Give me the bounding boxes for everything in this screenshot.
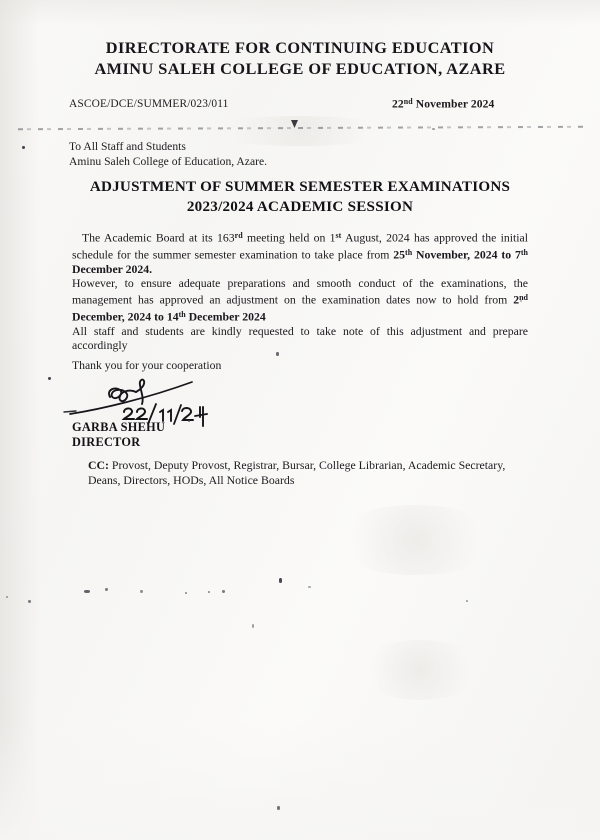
scan-speck	[105, 588, 108, 591]
subject-heading	[0, 178, 600, 217]
p2-bold-1: 2	[513, 293, 520, 307]
signatory-block	[72, 420, 165, 449]
date-rest: November 2024	[412, 97, 495, 111]
scan-speck	[308, 586, 311, 588]
paper-blotch	[330, 505, 500, 575]
p2-bold-3: December 2024	[185, 310, 266, 324]
p1-bold-3: December 2024.	[72, 262, 153, 276]
p1-ordinal-4: th	[520, 247, 528, 257]
p1-text-1: The Academic Board at its 163	[82, 231, 235, 245]
scan-speck	[466, 600, 468, 602]
date-day: 22	[392, 97, 404, 111]
scan-speck	[252, 624, 254, 628]
subject-line-1: ADJUSTMENT OF SUMMER SEMESTER EXAMINATIONS	[89, 179, 511, 195]
scan-artifact-tick	[291, 120, 298, 128]
p1-ordinal-3: th	[405, 247, 413, 257]
cc-label: CC:	[88, 458, 109, 472]
p2-ordinal-1: nd	[519, 293, 528, 303]
signatory-title: DIRECTOR	[72, 434, 141, 449]
p1-text-2: meeting held on 1	[242, 231, 336, 245]
scan-speck	[279, 578, 282, 583]
scan-shading-left	[0, 0, 40, 840]
p2-text-1: However, to ensure adequate preparations and smooth conduct of the examinations, the management has approved an adjustment on the examination dates now to hold from	[72, 276, 528, 307]
p1-ordinal-1: rd	[234, 231, 243, 240]
addressee-block	[69, 140, 267, 169]
scan-artifact-line	[18, 126, 584, 130]
scan-speck	[222, 590, 225, 593]
p1-ordinal-2: st	[335, 231, 342, 240]
letter-date	[392, 97, 494, 110]
letter-body	[72, 229, 528, 354]
scan-speck	[6, 596, 8, 598]
scan-speck	[208, 591, 210, 593]
scan-speck	[28, 600, 31, 603]
scan-speck	[84, 590, 90, 593]
body-paragraph-3: All staff and students are kindly requested to take note of this adjustment and prepare accordingly	[72, 324, 528, 353]
p1-bold-1: 25	[393, 248, 406, 262]
letterhead-line-2: AMINU SALEH COLLEGE OF EDUCATION, AZARE	[94, 58, 506, 78]
body-paragraph-1	[72, 229, 528, 277]
addressee-line-2: Aminu Saleh College of Education, Azare.	[69, 154, 268, 168]
scan-speck	[432, 128, 435, 130]
cc-block	[88, 458, 536, 488]
p1-bold-2: November, 2024 to 7	[412, 248, 521, 262]
paper-blotch	[355, 640, 485, 700]
scan-speck	[185, 592, 187, 594]
p2-ordinal-2: th	[178, 310, 186, 320]
letterhead	[0, 38, 600, 79]
signatory-name: GARBA SHEHU	[72, 420, 166, 434]
p1-text-3: August, 2024 has approved the initial schedule for the summer semester examination to take place from	[72, 231, 528, 262]
reference-number: ASCOE/DCE/SUMMER/023/011	[69, 98, 229, 110]
letterhead-line-1: DIRECTORATE FOR CONTINUING EDUCATION	[105, 38, 495, 57]
scan-speck	[277, 806, 280, 810]
scan-shading-top	[0, 0, 600, 26]
cc-recipients: Provost, Deputy Provost, Registrar, Bursar, College Librarian, Academic Secretary, Deans, Directors, HODs, All Notice Boards	[88, 458, 506, 488]
p2-bold-2: December, 2024 to 14	[72, 310, 179, 324]
scan-speck	[48, 377, 51, 380]
closing-line: Thank you for your cooperation	[72, 359, 222, 372]
scan-speck	[22, 146, 25, 149]
date-ordinal-suffix: nd	[403, 97, 413, 106]
scan-speck	[140, 590, 143, 593]
scan-shading-bottom	[0, 720, 600, 840]
addressee-line-1: To All Staff and Students	[69, 140, 186, 153]
body-paragraph-2	[72, 277, 528, 325]
subject-line-2: 2023/2024 ACADEMIC SESSION	[186, 198, 414, 215]
